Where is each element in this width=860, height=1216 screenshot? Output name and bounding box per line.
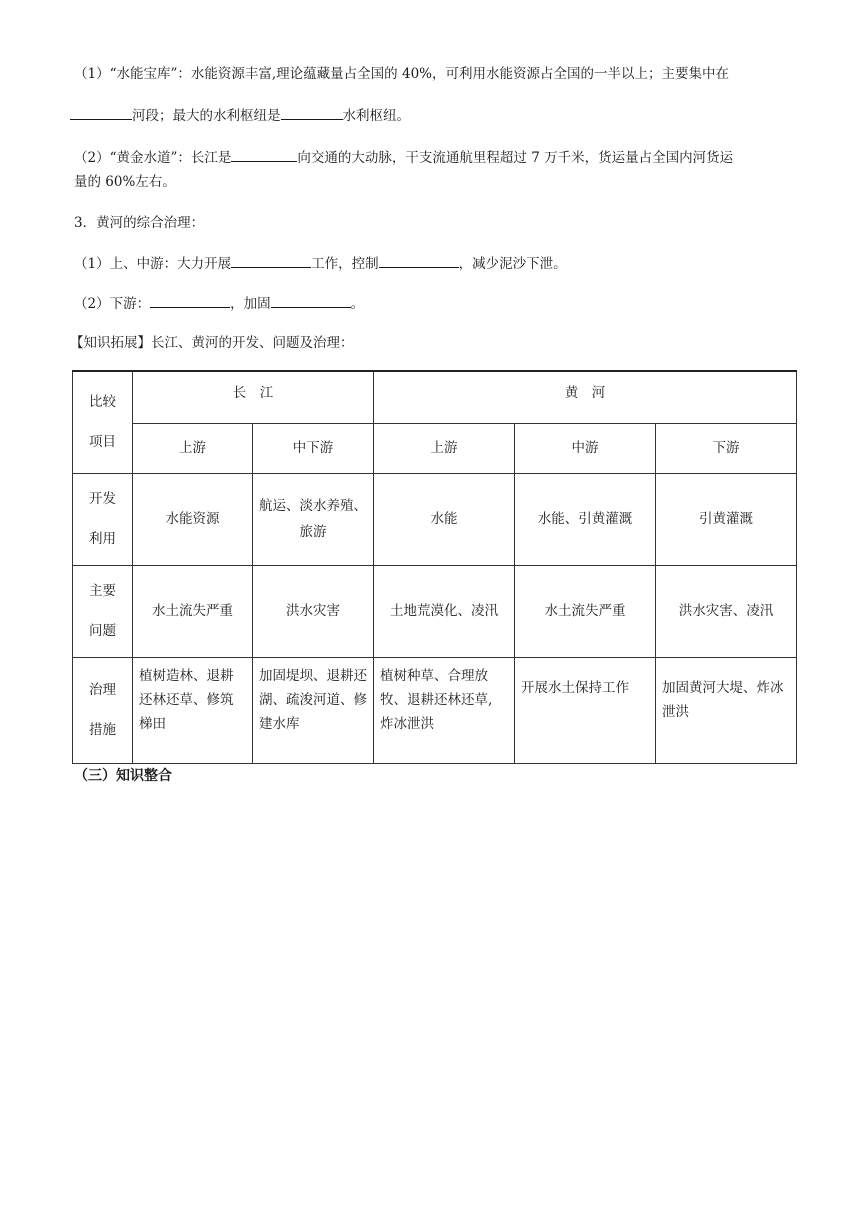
row-label-problems: 主要 问题 (73, 565, 133, 657)
table-cell: 植树造林、退耕还林还草、修筑梯田 (133, 657, 253, 763)
paragraph-hydropower-2: 河段；最大的水利枢纽是 水利枢纽。 (70, 105, 410, 126)
fill-blank-hydro-project[interactable] (281, 105, 343, 120)
row-label-measures: 治理 措施 (73, 657, 133, 763)
table-row-development (73, 473, 797, 565)
subheader-cell: 中游 (515, 423, 656, 473)
section-heading-integration: （三）知识整合 (74, 768, 172, 784)
table-cell: 加固黄河大堤、炸冰泄洪 (656, 657, 797, 763)
header-yellow-river: 黄 河 (374, 371, 797, 423)
subheader-cell: 上游 (133, 423, 253, 473)
table-cell: 加固堤坝、退耕还湖、疏浚河道、修建水库 (253, 657, 374, 763)
fill-blank-river-section[interactable] (70, 105, 132, 120)
table-cell: 开展水土保持工作 (515, 657, 656, 763)
paragraph-hydropower-1: （1）“水能宝库”：水能资源丰富,理论蕴藏量占全国的 40%，可利用水能资源占全国的一半以上；主要集中在 (74, 66, 729, 82)
fill-blank-control-target[interactable] (379, 253, 459, 268)
comparison-table (72, 370, 797, 764)
fill-blank-conservation-work[interactable] (231, 253, 311, 268)
table-cell: 土地荒漠化、凌汛 (374, 565, 515, 657)
table-row-problems (73, 565, 797, 657)
subheader-cell: 中下游 (253, 423, 374, 473)
paragraph-lower: （2）下游： ，加固 。 (74, 293, 364, 314)
fill-blank-lower-measure[interactable] (150, 293, 230, 308)
subheader-cell: 上游 (374, 423, 515, 473)
table-cell: 洪水灾害 (253, 565, 374, 657)
table-row-measures (73, 657, 797, 763)
table-cell: 水土流失严重 (133, 565, 253, 657)
table-cell: 水能 (374, 473, 515, 565)
paragraph-upper-middle: （1）上、中游：大力开展 工作，控制 ，减少泥沙下泄。 (74, 253, 567, 274)
table-corner-cell: 比较 项目 (73, 371, 133, 473)
subheader-cell: 下游 (656, 423, 797, 473)
table-cell: 航运、淡水养殖、旅游 (253, 473, 374, 565)
fill-blank-direction[interactable] (231, 147, 297, 162)
table-cell: 洪水灾害、凌汛 (656, 565, 797, 657)
table-cell: 引黄灌溉 (656, 473, 797, 565)
table-cell: 水土流失严重 (515, 565, 656, 657)
fill-blank-reinforce-target[interactable] (271, 293, 351, 308)
table-cell: 水能、引黄灌溉 (515, 473, 656, 565)
section-yellow-river-title: 3．黄河的综合治理： (74, 215, 205, 231)
table-cell: 植树种草、合理放牧、退耕还林还草, 炸冰泄洪 (374, 657, 515, 763)
header-yangtze: 长 江 (133, 371, 374, 423)
paragraph-waterway-1: （2）“黄金水道”：长江是 向交通的大动脉，干支流通航里程超过 7 万千米，货运量占全国内河货运 (74, 147, 733, 168)
paragraph-waterway-2: 量的 60%左右。 (74, 174, 176, 190)
table-cell: 水能资源 (133, 473, 253, 565)
knowledge-extension-title: 【知识拓展】长江、黄河的开发、问题及治理： (70, 335, 354, 351)
row-label-development: 开发 利用 (73, 473, 133, 565)
